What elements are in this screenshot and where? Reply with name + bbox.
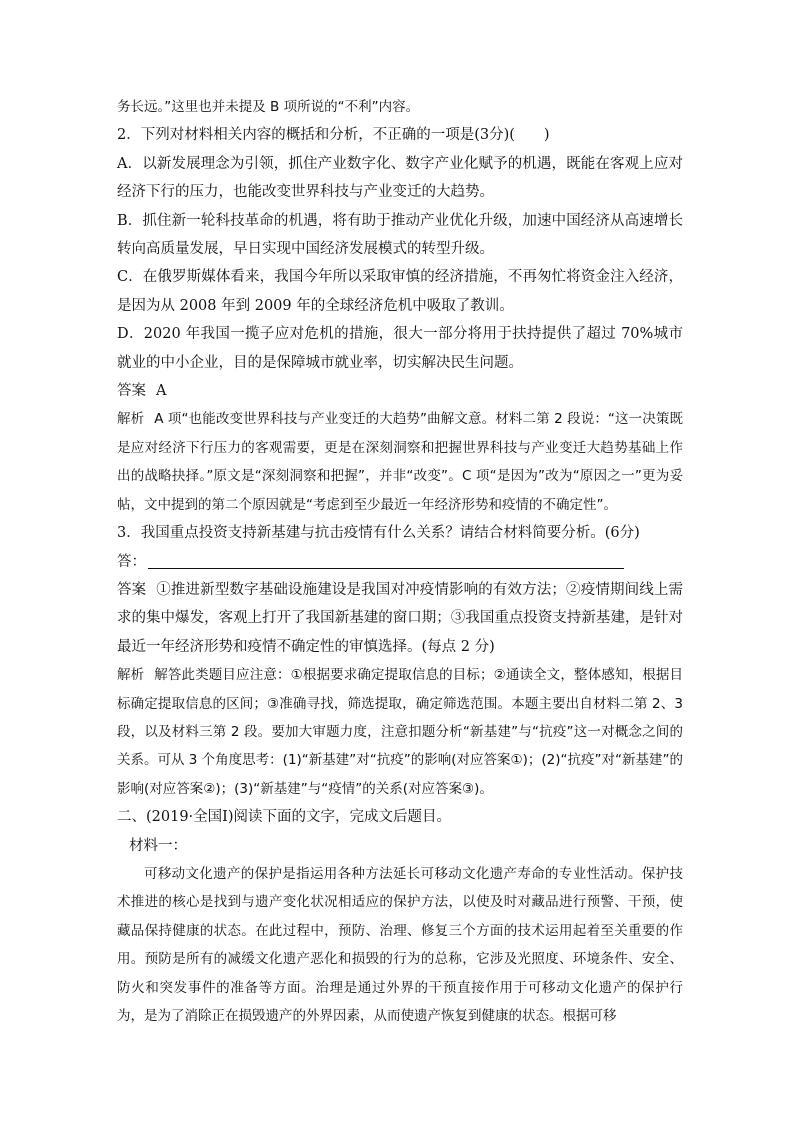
question-3-explanation [117, 661, 683, 803]
answer-blank-line [148, 550, 624, 569]
explanation-label: 解析 [117, 667, 145, 684]
explanation-text: A 项“也能改变世界科技与产业变迁的大趋势”曲解文意。材料二第 2 段说：“这一决策既是应对经济下行压力的客观需要，更是在深刻洞察和把握世界科技与产业变迁大趋势基础上作出的战略抉择。”原文是“深刻洞察和把握”，并非“改变”。C 项“是因为”改为“原因之一”更为妥帖，文中提到的第二个原因就是“考虑到至少最近一年经济形势和疫情的不确定性”。 [117, 411, 683, 513]
explanation-label: 解析 [117, 411, 145, 428]
question-3-answer-line [117, 548, 683, 576]
question-2-option-d: D．2020 年我国一揽子应对危机的措施，很大一部分将用于扶持提供了超过 70%城市就业的中小企业，目的是保障城市就业率，切实解决民生问题。 [117, 326, 683, 371]
explanation-text: 解答此类题目应注意：①根据要求确定提取信息的目标；②通读全文，整体感知，根据目标确定提取信息的区间；③准确寻找，筛选提取，确定筛选范围。本题主要出自材料二第 2、3 段，以及材料三第 2 段。要加大审题力度，注意扣题分析“新基建”与“抗疫”这一对概念之间的关系。可从 3 个角度思考：(1)“新基建”对“抗疫”的影响(对应答案①)；(2)“抗疫”对“新基建”的影响(对应答案②)；(3)“新基建”与“疫情”的关系(对应答案③)。 [117, 667, 684, 797]
answer-value: A [156, 383, 167, 400]
question-2-option-b: B．抓住新一轮科技革命的机遇，将有助于推动产业优化升级，加速中国经济从高速增长转向高质量发展，早日实现中国经济发展模式的转型升级。 [117, 212, 683, 258]
answer-value: ①推进新型数字基础设施建设是我国对冲疫情影响的有效方法；②疫情期间线上需求的集中爆发，客观上打开了我国新基建的窗口期；③我国重点投资支持新基建，是针对最近一年经济形势和疫情不确定性的审慎选择。(每点 2 分) [117, 581, 684, 655]
answer-prompt: 答： [117, 553, 146, 570]
material-1-text: 可移动文化遗产的保护是指运用各种方法延长可移动文化遗产寿命的专业性活动。保护技术推进的核心是找到与遗产变化状况相适应的保护方法，以使及时对藏品进行预警、干预，使藏品保持健康的状态。在此过程中，预防、治理、修复三个方面的技术运用起着至关重要的作用。预防是所有的减缓文化遗产恶化和损毁的行为的总称，它涉及光照度、环境条件、安全、防火和突发事件的准备等方面。治理是通过外界的干预直接作用于可移动文化遗产的保护行为，是为了消除正在损毁遗产的外界因素，从而使遗产恢复到健康的状态。根据可移 [117, 865, 683, 1024]
question-2-option-c: C．在俄罗斯媒体看来，我国今年所以采取审慎的经济措施，不再匆忙将资金注入经济，是因为从 2008 年到 2009 年的全球经济危机中吸取了教训。 [117, 269, 683, 314]
question-3-answer [117, 576, 683, 661]
previous-explanation-tail: 务长远。”这里也并未提及 B 项所说的“不利”内容。 [117, 99, 420, 115]
question-2-explanation [117, 405, 683, 519]
section-2-heading: 二、(2019·全国Ⅰ)阅读下面的文字，完成文后题目。 [117, 809, 452, 826]
question-3-stem: 3．我国重点投资支持新基建与抗击疫情有什么关系？请结合材料简要分析。(6分) [117, 525, 640, 542]
document-content [117, 93, 683, 1030]
question-2-option-a: A．以新发展理念为引领，抓住产业数字化、数字产业化赋予的机遇，既能在客观上应对经济下行的压力，也能改变世界科技与产业变迁的大趋势。 [117, 155, 683, 201]
question-2-answer [117, 377, 683, 405]
answer-label: 答案 [117, 581, 147, 598]
material-1-label: 材料一： [129, 837, 187, 854]
question-2-stem: 2．下列对材料相关内容的概括和分析，不正确的一项是(3分)( ) [117, 127, 550, 144]
answer-label: 答案 [117, 383, 146, 400]
